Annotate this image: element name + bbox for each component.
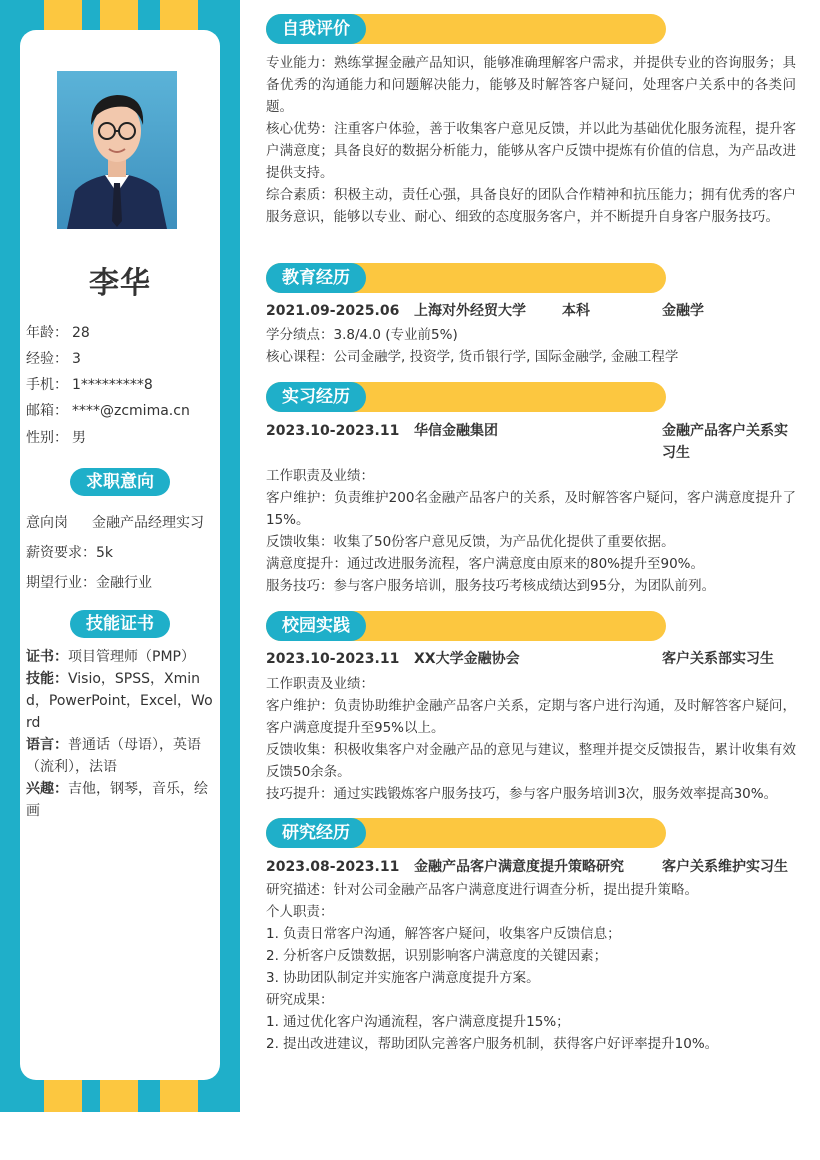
experience-row: [26, 348, 81, 368]
language-row: [26, 734, 216, 778]
gender-row: [26, 427, 86, 447]
certificate-label: 证书：: [26, 649, 68, 665]
education-header: [266, 263, 666, 293]
certificate-value: 项目管理师（PMP）: [68, 649, 195, 665]
candidate-name: 李华: [89, 266, 151, 301]
salary-value: 5k: [96, 545, 114, 561]
experience-value: 3: [72, 351, 81, 367]
age-label: 年龄：: [26, 325, 68, 341]
internship-duty-3: 满意度提升：通过改进服务流程，客户满意度由原来的80%提升至90%。: [266, 556, 705, 572]
research-duty-2: 2. 分析客户反馈数据，识别影响客户满意度的关键因素；: [266, 948, 608, 964]
skill-value: Visio，SPSS，Xmind，PowerPoint，Excel，Word: [26, 671, 213, 731]
hobby-value: 吉他，钢琴，音乐，绘画: [26, 781, 208, 819]
internship-company: 华信金融集团: [414, 423, 498, 439]
email-value: ****@zcmima.cn: [72, 403, 190, 419]
job-intent-heading: 求职意向: [70, 468, 170, 496]
campus-heading: 校园实践: [266, 611, 366, 641]
campus-duty-3: 技巧提升：通过实践锻炼客户服务技巧，参与客户服务培训3次，服务效率提高30%。: [266, 786, 778, 802]
education-degree: 本科: [562, 303, 590, 319]
internship-duty-2: 反馈收集：收集了50份客户意见反馈，为产品优化提供了重要依据。: [266, 534, 675, 550]
avatar: [57, 71, 177, 229]
age-row: [26, 322, 90, 342]
education-heading: 教育经历: [266, 263, 366, 293]
gender-value: 男: [72, 430, 86, 446]
email-row: [26, 400, 190, 420]
gender-label: 性别：: [26, 430, 68, 446]
skill-label: 技能：: [26, 671, 68, 687]
research-result-1: 1. 通过优化客户沟通流程，客户满意度提升15%；: [266, 1014, 570, 1030]
certificate-row: [26, 646, 216, 668]
industry-label: 期望行业：: [26, 575, 96, 591]
research-duties-label: 个人职责：: [266, 904, 334, 920]
internship-duty-1: 客户维护：负责维护200名金融产品客户的关系，及时解答客户疑问，客户满意度提升了15%。: [266, 490, 796, 528]
internship-date: 2023.10-2023.11: [266, 423, 400, 439]
industry-row: [26, 572, 152, 592]
position-label: 意向岗: [26, 515, 68, 531]
self-eval-heading: 自我评价: [266, 14, 366, 44]
internship-role: 金融产品客户关系实习生: [662, 423, 788, 461]
education-gpa: 学分绩点：3.8/4.0 (专业前5%): [266, 327, 458, 343]
campus-header: [266, 611, 666, 641]
campus-date: 2023.10-2023.11: [266, 651, 400, 667]
campus-role: 客户关系部实习生: [662, 651, 774, 667]
campus-duties-label: 工作职责及业绩：: [266, 676, 374, 692]
position-value: 金融产品经理实习: [92, 515, 204, 531]
campus-duty-1: 客户维护：负责协助维护金融产品客户关系，定期与客户进行沟通，及时解答客户疑问，客户满意度提升至95%以上。: [266, 698, 796, 736]
internship-duties-label: 工作职责及业绩：: [266, 468, 374, 484]
industry-value: 金融行业: [96, 575, 152, 591]
education-school: 上海对外经贸大学: [414, 303, 526, 319]
education-date: 2021.09-2025.06: [266, 303, 400, 319]
research-description: 研究描述：针对公司金融产品客户满意度进行调查分析，提出提升策略。: [266, 882, 698, 898]
self-eval-core: 核心优势：注重客户体验，善于收集客户意见反馈，并以此为基础优化服务流程，提升客户满意度；具备良好的数据分析能力，能够从客户反馈中提炼有价值的信息，为产品改进提供支持。: [266, 121, 796, 181]
phone-row: [26, 374, 153, 394]
campus-duty-2: 反馈收集：积极收集客户对金融产品的意见与建议，整理并提交反馈报告，累计收集有效反馈50余条。: [266, 742, 796, 780]
hobby-row: [26, 778, 216, 822]
experience-label: 经验：: [26, 351, 68, 367]
salary-label: 薪资要求：: [26, 545, 96, 561]
internship-header: [266, 382, 666, 412]
self-eval-header: [266, 14, 666, 44]
skill-row: [26, 668, 216, 734]
phone-label: 手机：: [26, 377, 68, 393]
education-courses: 核心课程：公司金融学, 投资学, 货币银行学, 国际金融学, 金融工程学: [266, 349, 679, 365]
email-label: 邮箱：: [26, 403, 68, 419]
age-value: 28: [72, 325, 90, 341]
research-header: [266, 818, 666, 848]
research-topic: 金融产品客户满意度提升策略研究: [414, 859, 624, 875]
skills-heading: 技能证书: [70, 610, 170, 638]
internship-duty-4: 服务技巧：参与客户服务培训，服务技巧考核成绩达到95分，为团队前列。: [266, 578, 716, 594]
education-major: 金融学: [662, 303, 704, 319]
research-duty-3: 3. 协助团队制定并实施客户满意度提升方案。: [266, 970, 540, 986]
campus-org: XX大学金融协会: [414, 651, 520, 667]
research-result-2: 2. 提出改进建议，帮助团队完善客户服务机制，获得客户好评率提升10%。: [266, 1036, 719, 1052]
self-eval-professional: 专业能力：熟练掌握金融产品知识，能够准确理解客户需求，并提供专业的咨询服务；具备优秀的沟通能力和问题解决能力，能够及时解答客户疑问，处理客户关系中的各类问题。: [266, 55, 796, 115]
phone-value: 1*********8: [72, 377, 153, 393]
self-eval-overall: 综合素质：积极主动，责任心强，具备良好的团队合作精神和抗压能力；拥有优秀的客户服务意识，能够以专业、耐心、细致的态度服务客户，并不断提升自身客户服务技巧。: [266, 187, 796, 225]
position-row: [26, 512, 204, 532]
research-results-label: 研究成果：: [266, 992, 334, 1008]
language-value: 普通话（母语），英语（流利），法语: [26, 737, 201, 775]
internship-entry: [266, 420, 796, 464]
research-role: 客户关系维护实习生: [662, 859, 788, 875]
research-heading: 研究经历: [266, 818, 366, 848]
research-duty-1: 1. 负责日常客户沟通，解答客户疑问，收集客户反馈信息；: [266, 926, 621, 942]
internship-heading: 实习经历: [266, 382, 366, 412]
hobby-label: 兴趣：: [26, 781, 68, 797]
language-label: 语言：: [26, 737, 68, 753]
salary-row: [26, 542, 113, 562]
research-date: 2023.08-2023.11: [266, 859, 400, 875]
